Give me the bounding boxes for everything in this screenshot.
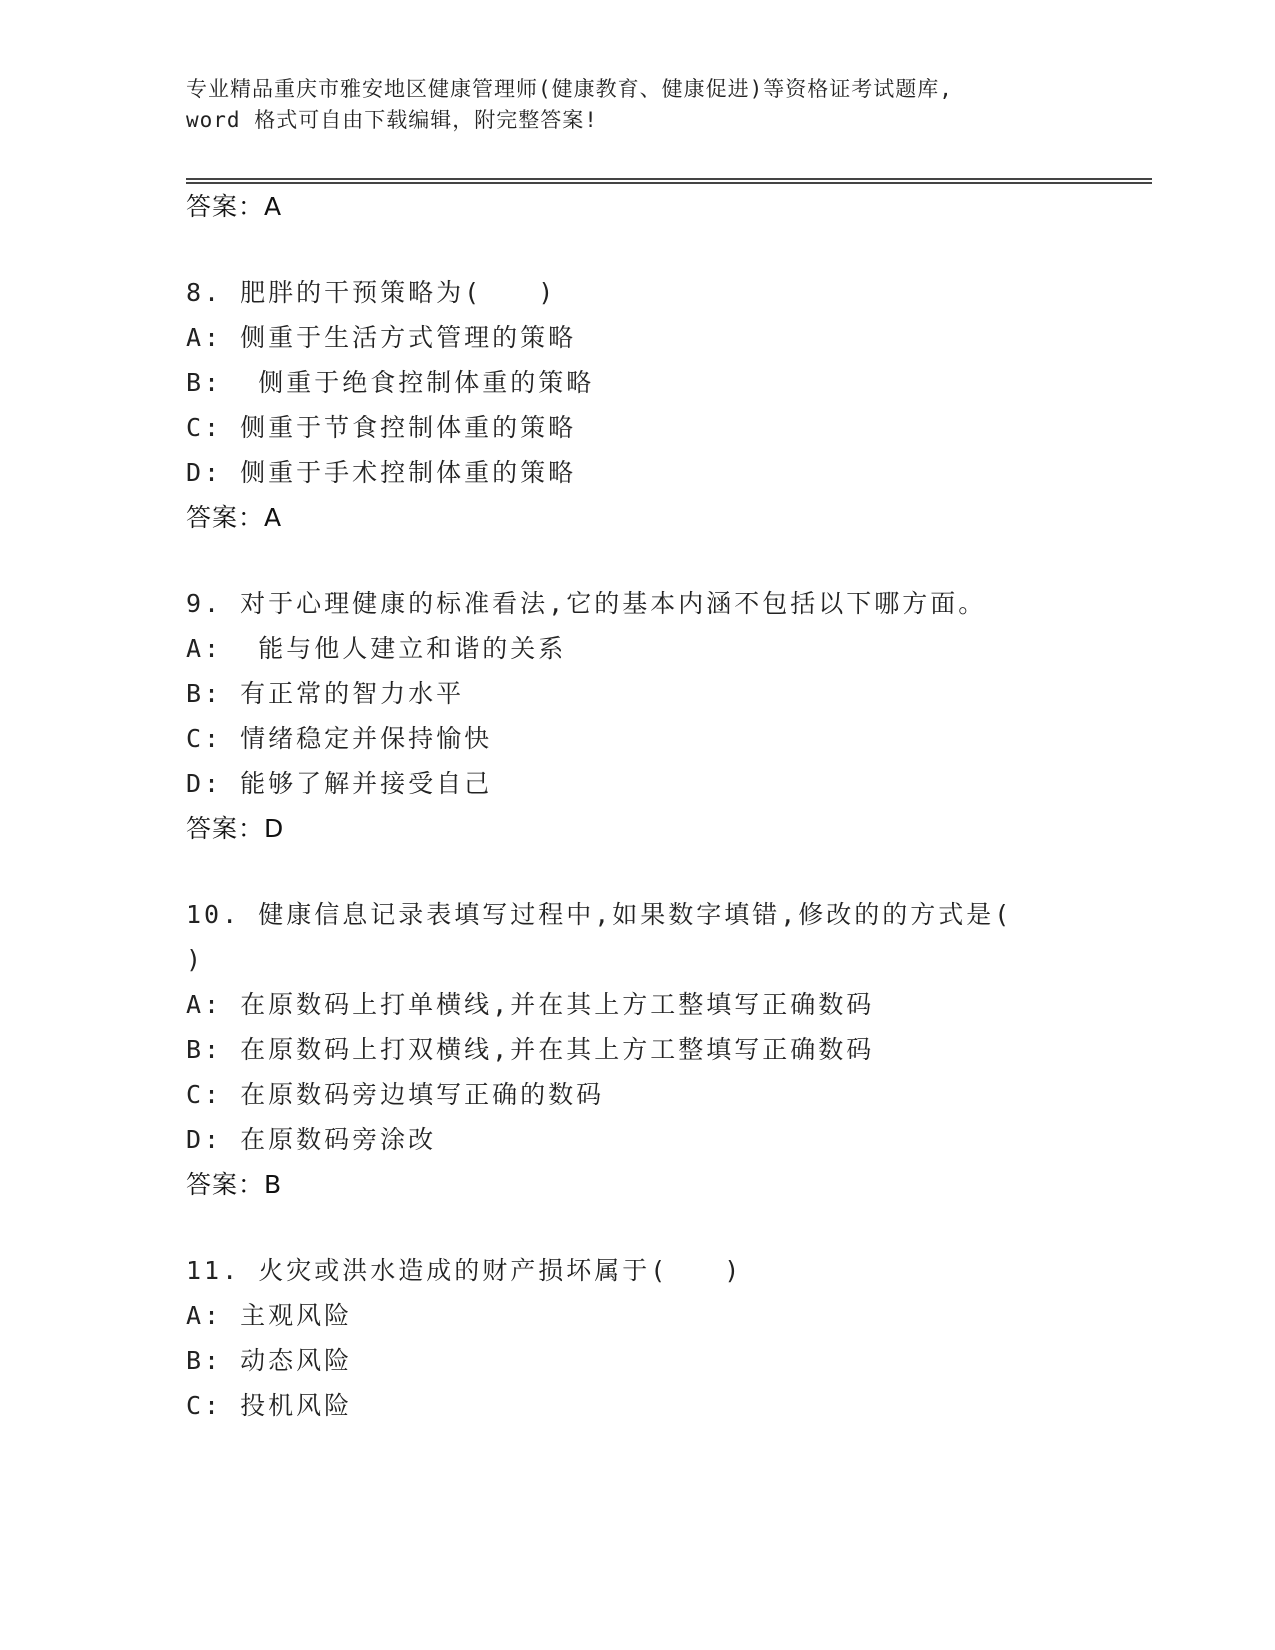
option-d: D: 在原数码旁涂改: [186, 1125, 437, 1154]
option-a: A: 侧重于生活方式管理的策略: [186, 323, 577, 352]
option-a: A: 能与他人建立和谐的关系: [186, 634, 567, 663]
option-c: C: 情绪稳定并保持愉快: [186, 724, 493, 753]
option-d: D: 能够了解并接受自己: [186, 769, 493, 798]
question-stem-continuation: ): [186, 945, 202, 974]
option-c: C: 在原数码旁边填写正确的数码: [186, 1080, 605, 1109]
option-a: A: 主观风险: [186, 1301, 353, 1330]
option-b: B: 动态风险: [186, 1346, 353, 1375]
question-stem: 11. 火灾或洪水造成的财产损坏属于( ): [186, 1256, 743, 1285]
question-list: [186, 192, 1146, 1436]
header-divider-top: [186, 178, 1152, 180]
option-c: C: 投机风险: [186, 1391, 353, 1420]
answer-line: 答案：A: [186, 192, 283, 221]
question-item: [186, 1256, 1146, 1421]
question-stem: 8. 肥胖的干预策略为( ): [186, 278, 557, 307]
question-item: [186, 278, 1146, 533]
answer-line: 答案：A: [186, 503, 283, 532]
answer-line: 答案：B: [186, 1170, 283, 1199]
option-d: D: 侧重于手术控制体重的策略: [186, 458, 577, 487]
option-b: B: 侧重于绝食控制体重的策略: [186, 368, 595, 397]
question-item: [186, 589, 1146, 844]
header-line-2: word 格式可自由下载编辑，附完整答案!: [186, 108, 598, 132]
option-b: B: 在原数码上打双横线,并在其上方工整填写正确数码: [186, 1035, 875, 1064]
option-b: B: 有正常的智力水平: [186, 679, 465, 708]
header-divider-bottom: [186, 182, 1152, 184]
question-stem: 10. 健康信息记录表填写过程中,如果数字填错,修改的的方式是(: [186, 900, 1013, 929]
document-header: [186, 74, 1146, 136]
header-line-1: 专业精品重庆市雅安地区健康管理师(健康教育、健康促进)等资格证考试题库,: [186, 77, 953, 101]
option-a: A: 在原数码上打单横线,并在其上方工整填写正确数码: [186, 990, 875, 1019]
question-stem: 9. 对于心理健康的标准看法,它的基本内涵不包括以下哪方面。: [186, 589, 987, 618]
option-c: C: 侧重于节食控制体重的策略: [186, 413, 577, 442]
question-item: [186, 900, 1146, 1200]
answer-line: 答案：D: [186, 814, 285, 843]
